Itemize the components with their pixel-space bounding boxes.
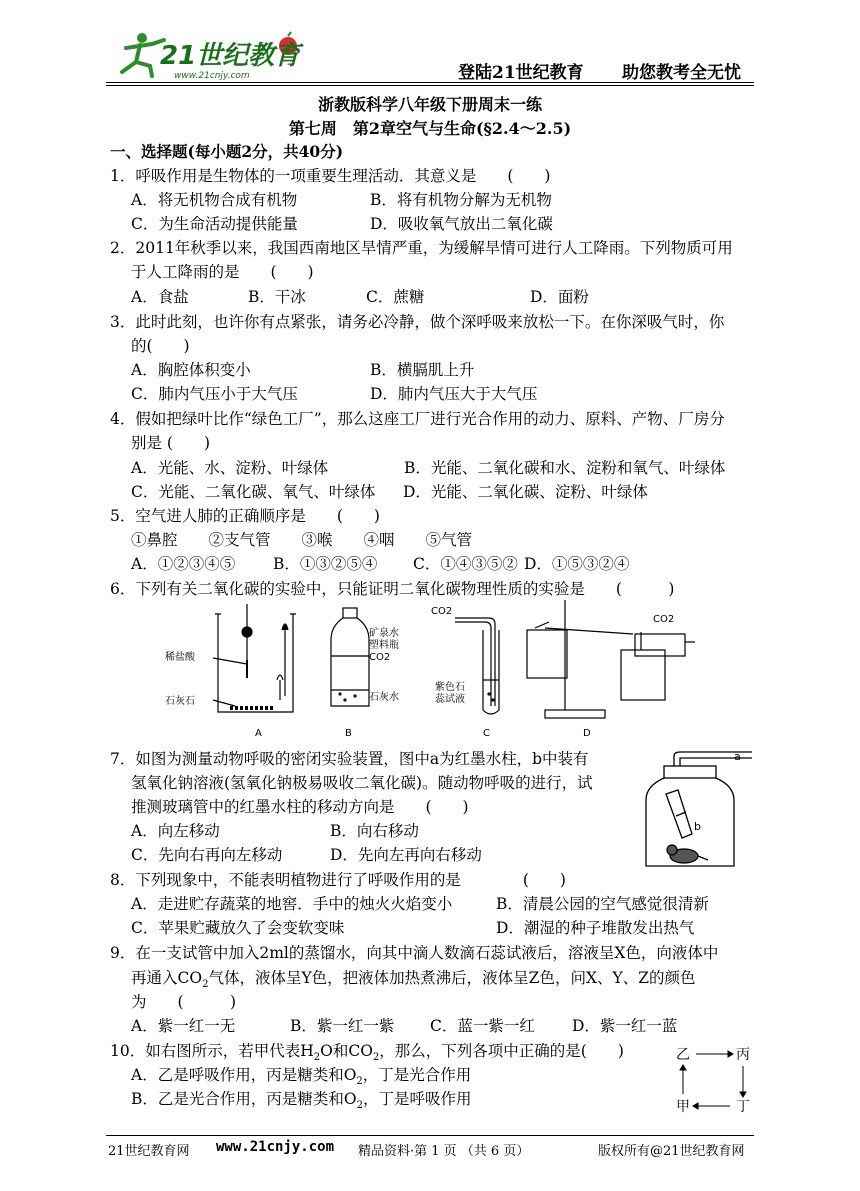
q6-stem: 6．下列有关二氧化碳的实验中，只能证明二氧化碳物理性质的实验是 ( ) (110, 580, 675, 598)
q1-option-c: C．为生命活动提供能量 (131, 215, 298, 233)
q6-b-label-limewater: 石灰水 (369, 692, 399, 703)
q10-figure-ding: 丁 (736, 1099, 750, 1115)
q3-option-b: B．横膈肌上升 (370, 361, 475, 379)
q5-option-d: D．①⑤③②④ (524, 555, 630, 573)
q4-option-d: D．光能、二氧化碳、淀粉、叶绿体 (403, 483, 648, 501)
q7-figure-label-b: b (694, 820, 701, 833)
q9-option-d: D．紫一红一蓝 (572, 1017, 678, 1035)
header-rule (106, 82, 754, 83)
q2-option-d: D．面粉 (530, 288, 589, 306)
q5-option-c: C．①④③⑤② (413, 555, 518, 573)
q10-figure (672, 1044, 756, 1116)
q5-items: ①鼻腔 ②支气管 ③喉 ④咽 ⑤气管 (131, 531, 473, 549)
q7-stem-line2: 氢氧化钠溶液(氢氧化钠极易吸收二氧化碳)。随动物呼吸的进行，试 (131, 774, 593, 792)
q5-option-a: A．①②③④⑤ (131, 555, 236, 573)
footer-left: 21世纪教育网 (108, 1144, 190, 1159)
header-rule-thin (106, 85, 754, 86)
site-logo (112, 30, 312, 82)
q4-option-a: A．光能、水、淀粉、叶绿体 (131, 459, 329, 477)
q8-option-d: D．潮湿的种子堆散发出热气 (496, 919, 695, 937)
q2-stem-line1: 2．2011年秋季以来，我国西南地区旱情严重，为缓解旱情可进行人工降雨。下列物质可用 (110, 239, 733, 257)
q6-figure-b (331, 608, 369, 706)
header-slogan-left: 登陆21世纪教育 (458, 63, 584, 83)
q6-caption-c: C (483, 728, 490, 739)
q1-option-d: D．吸收氧气放出二氧化碳 (370, 215, 553, 233)
q4-option-c: C．光能、二氧化碳、氧气、叶绿体 (131, 483, 376, 501)
q7-option-d: D．先向左再向右移动 (330, 846, 482, 864)
logo-text: 21世纪教育 (160, 41, 301, 71)
q8-option-a: A．走进贮存蔬菜的地窖．手中的烛火火焰变小 (131, 895, 453, 913)
q4-stem-line1: 4．假如把绿叶比作“绿色工厂”，那么这座工厂进行光合作用的动力、原料、产物、厂房分 (110, 410, 725, 428)
q1-option-b: B．将有机物分解为无机物 (370, 191, 552, 209)
q6-c-label-co2: CO2 (431, 606, 453, 617)
q6-figure-a (213, 604, 296, 712)
q7-figure-label-a: a (734, 750, 741, 763)
q2-option-b: B．干冰 (248, 288, 306, 306)
section-heading: 一、选择题(每小题2分，共40分) (110, 142, 344, 161)
q6-caption-d: D (583, 728, 591, 739)
q6-caption-a: A (255, 728, 262, 739)
q2-option-c: C．蔗糖 (366, 288, 425, 306)
q9-stem-line1: 9．在一支试管中加入2ml的蒸馏水，向其中滴人数滴石蕊试液后，溶液呈X色，向液体中 (110, 944, 719, 962)
q6-b-label-water: 矿泉水 (369, 628, 399, 639)
q10-figure-bing: 丙 (736, 1047, 750, 1063)
q6-b-label-co2: CO2 (369, 652, 391, 663)
q1-option-a: A．将无机物合成有机物 (131, 191, 298, 209)
q6-d-label-co2: CO2 (653, 614, 675, 625)
q7-option-a: A．向左移动 (131, 822, 220, 840)
q9-option-a: A．紫一红一无 (131, 1017, 236, 1035)
q10-option-a: A．乙是呼吸作用，丙是糖类和$O_2$，丁是光合作用 (131, 1066, 472, 1088)
q3-option-d: D．肺内气压大于大气压 (370, 385, 538, 403)
q7-figure (636, 748, 756, 873)
q2-option-a: A．食盐 (131, 288, 189, 306)
q10-figure-yi: 乙 (676, 1047, 690, 1063)
q6-c-label-litmus1: 紫色石 (435, 682, 465, 693)
q6-figure (165, 600, 695, 740)
header-slogan-right: 助您教考全无忧 (622, 63, 741, 83)
q9-stem-line3: 为 ( ) (131, 993, 237, 1011)
footer-page-info: 精品资料·第 1 页 （共 6 页） (358, 1144, 530, 1159)
logo-url: www.21cnjy.com (174, 71, 250, 81)
q5-option-b: B．①③②⑤④ (273, 555, 378, 573)
q6-a-label-acid: 稀盐酸 (165, 652, 195, 663)
q8-option-c: C．苹果贮藏放久了会变软变味 (131, 919, 345, 937)
q5-stem: 5．空气进人肺的正确顺序是 ( ) (110, 507, 380, 525)
q9-stem-line2: 再通入$CO_2$气体，液体呈Y色，把液体加热煮沸后，液体呈Z色，问X、Y、Z的颜色 (131, 969, 696, 991)
q7-stem-line3: 推测玻璃管中的红墨水柱的移动方向是 ( ) (131, 798, 469, 816)
q4-stem-line2: 别是 ( ) (131, 434, 211, 452)
q4-option-b: B．光能、二氧化碳和水、淀粉和氧气、叶绿体 (404, 459, 726, 477)
q10-figure-jia: 甲 (676, 1099, 690, 1115)
q1-stem: 1．呼吸作用是生物体的一项重要生理活动．其意义是 ( ) (110, 167, 551, 185)
q6-a-label-limestone: 石灰石 (165, 696, 195, 707)
q7-option-b: B．向右移动 (330, 822, 419, 840)
q7-option-c: C．先向右再向左移动 (131, 846, 283, 864)
q3-option-c: C．肺内气压小于大气压 (131, 385, 298, 403)
q10-stem: 10．如右图所示，若甲代表$H_2O$和$CO_2$，那么，下列各项中正确的是( ) (110, 1042, 624, 1064)
q9-option-b: B．紫一红一紫 (290, 1017, 395, 1035)
q6-b-label-bottle: 塑料瓶 (369, 640, 399, 651)
q6-caption-b: B (345, 728, 352, 739)
q9-option-c: C．蓝一紫一红 (430, 1017, 535, 1035)
q10-option-b: B．乙是光合作用，丙是糖类和$O_2$，丁是呼吸作用 (131, 1090, 472, 1112)
q7-stem-line1: 7．如图为测量动物呼吸的密闭实验装置，图中a为红墨水柱，b中装有 (110, 750, 589, 768)
footer-right: 版权所有@21世纪教育网 (598, 1144, 745, 1159)
q8-option-b: B．清晨公园的空气感觉很清新 (496, 895, 709, 913)
page-title: 浙教版科学八年级下册周末一练 (317, 95, 542, 114)
q6-c-label-litmus2: 蕊试液 (435, 694, 465, 705)
q3-option-a: A．胸腔体积变小 (131, 361, 251, 379)
q3-stem-line2: 的( ) (131, 337, 190, 355)
q8-stem: 8．下列现象中，不能表明植物进行了呼吸作用的是 ( ) (110, 871, 566, 889)
page-subtitle: 第七周 第2章空气与生命(§2.4～2.5) (288, 119, 572, 138)
q2-stem-line2: 于人工降雨的是 ( ) (131, 263, 314, 281)
footer-url[interactable]: www.21cnjy.com (216, 1139, 335, 1155)
footer-rule (106, 1135, 754, 1136)
q3-stem-line1: 3．此时此刻，也许你有点紧张，请务必冷静，做个深呼吸来放松一下。在你深吸气时，你 (110, 313, 725, 331)
